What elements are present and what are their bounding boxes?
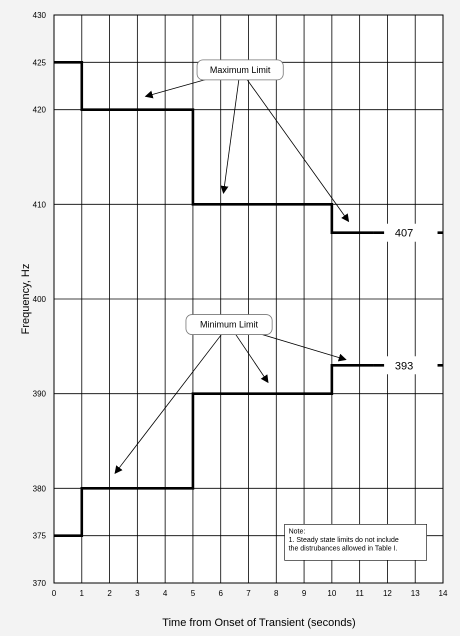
y-tick-label: 370 <box>32 579 46 588</box>
y-axis-title: Frequency, Hz <box>20 263 32 335</box>
x-tick-label: 6 <box>218 589 223 598</box>
callout-label: Maximum Limit <box>209 64 271 75</box>
y-tick-label: 410 <box>32 200 46 210</box>
y-tick-label: 430 <box>32 11 46 20</box>
x-tick-label: 10 <box>327 589 337 598</box>
note-line: 1. Steady state limits do not include <box>288 536 399 544</box>
callout-label: Minimum Limit <box>200 319 259 330</box>
y-tick-label: 380 <box>32 484 46 494</box>
x-tick-label: 13 <box>410 589 420 598</box>
value-label: 407 <box>394 227 414 240</box>
x-tick-label: 3 <box>135 589 140 598</box>
y-tick-label: 375 <box>32 531 46 541</box>
y-tick-label: 400 <box>32 295 46 304</box>
y-tick-label: 390 <box>32 389 46 399</box>
x-tick-label: 4 <box>162 589 168 598</box>
x-tick-label: 0 <box>51 589 57 598</box>
x-tick-label: 8 <box>274 589 279 598</box>
x-tick-label: 11 <box>355 589 364 598</box>
x-tick-label: 9 <box>301 589 307 598</box>
note-box <box>285 524 427 560</box>
x-tick-label: 7 <box>246 589 251 598</box>
x-tick-label: 14 <box>438 589 448 598</box>
x-tick-label: 1 <box>79 589 85 598</box>
y-tick-label: 420 <box>32 105 46 115</box>
y-tick-label: 425 <box>32 58 46 68</box>
x-tick-label: 12 <box>382 589 392 598</box>
x-tick-label: 2 <box>107 589 112 598</box>
note-line: Note: <box>288 528 306 536</box>
value-label: 393 <box>394 360 414 373</box>
note-line: the distrubances allowed in Table I. <box>288 545 398 553</box>
x-tick-label: 5 <box>190 589 196 598</box>
x-axis-title: Time from Onset of Transient (seconds) <box>162 617 356 629</box>
